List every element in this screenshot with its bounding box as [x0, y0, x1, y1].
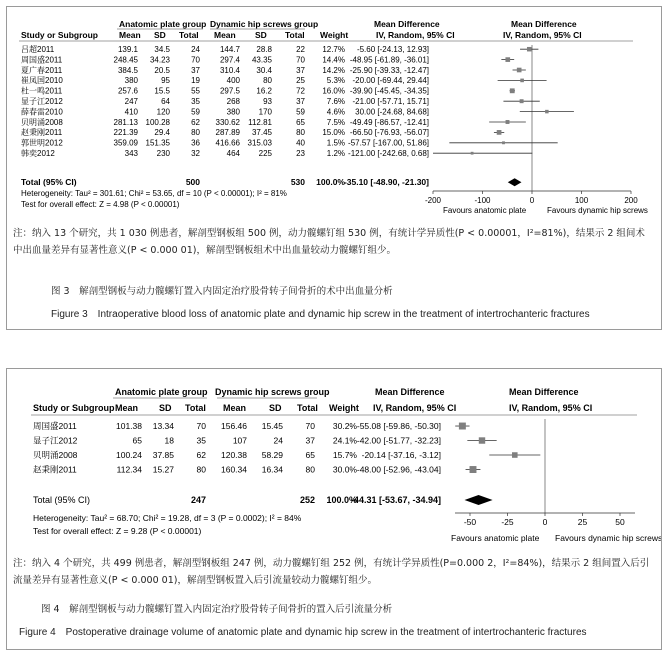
anatomic-mean: 221.39	[113, 128, 138, 138]
dhs-total: 59	[296, 107, 305, 117]
header-mean1: Mean	[115, 403, 139, 413]
total-weight: 100.0%	[316, 177, 345, 187]
study-name: 吕超2011	[21, 45, 55, 54]
anatomic-mean: 359.09	[113, 138, 138, 148]
total-n1: 247	[190, 495, 206, 505]
effect-square	[471, 152, 474, 155]
header-weight: Weight	[329, 403, 359, 413]
anatomic-sd: 64	[161, 97, 170, 106]
study-name: 郭世明2012	[21, 138, 63, 148]
effect-square	[505, 57, 510, 62]
anatomic-mean: 65	[132, 435, 142, 446]
ci-value: -39.90 [-45.45, -34.35]	[349, 86, 429, 96]
ci-value: -55.08 [-59.86, -50.30]	[356, 421, 441, 431]
anatomic-mean: 100.24	[116, 450, 142, 460]
study-name: 崔凤国2010	[21, 76, 63, 86]
ci-value: -49.49 [-86.57, -12.41]	[349, 117, 429, 127]
figure4-panel	[6, 368, 662, 650]
x-tick-label: -100	[474, 196, 491, 205]
figure3-note: 注：纳入 13 个研究，共 1 030 例患者，解剖型钢板组 500 例，动力髋螺钉组 530 例，有统计学异质性(P < 0.00001，I²=81%)，结果示 2 组间术中出血量差异有显著性意义(P < 0.000 01)，解剖型钢板组术中出血量较动力髋螺钉组少。	[13, 228, 645, 256]
header-mean2: Mean	[214, 30, 236, 40]
dhs-total: 70	[305, 421, 315, 431]
anatomic-mean: 257.6	[117, 86, 138, 96]
anatomic-total: 32	[191, 149, 200, 158]
ci-value: -48.00 [-52.96, -43.04]	[356, 464, 441, 475]
header-study: Study or Subgroup	[21, 30, 98, 40]
header-ci: IV, Random, 95% CI	[373, 403, 457, 413]
study-name: 贝明涌2008	[21, 117, 63, 127]
anatomic-mean: 112.34	[116, 464, 142, 475]
study-name: 周国盛2011	[33, 421, 77, 431]
dhs-sd: 16.34	[261, 464, 283, 475]
dhs-mean: 330.62	[215, 117, 240, 127]
anatomic-mean: 101.38	[116, 421, 142, 431]
effect-square	[527, 47, 531, 51]
ci-value: -48.95 [-61.89, -36.01]	[349, 55, 429, 65]
anatomic-sd: 151.35	[145, 138, 170, 148]
figure3-caption-en: Figure 3 Intraoperative blood loss of anatomic plate and dynamic hip screw in the treatment of intertrochanteric fractures	[51, 309, 590, 320]
weight-value: 16.0%	[322, 86, 345, 96]
x-tick-label: 0	[529, 196, 535, 205]
effect-square	[497, 130, 502, 135]
dhs-mean: 400	[226, 76, 240, 86]
dhs-sd: 24	[273, 435, 283, 446]
dhs-sd: 112.81	[248, 117, 272, 127]
dhs-sd: 80	[263, 76, 272, 86]
weight-value: 5.3%	[326, 76, 345, 86]
anatomic-sd: 34.23	[149, 55, 170, 65]
header-group-anatomic: Anatomic plate group	[115, 387, 208, 397]
effect-square	[470, 466, 477, 473]
anatomic-total: 37	[191, 65, 200, 75]
dhs-mean: 144.7	[219, 45, 240, 54]
anatomic-total: 80	[191, 128, 200, 138]
anatomic-sd: 18	[164, 435, 174, 446]
dhs-mean: 120.38	[221, 450, 247, 460]
figure3-rows	[21, 44, 429, 158]
dhs-mean: 268	[226, 97, 240, 106]
ci-value: -121.00 [-242.68, 0.68]	[348, 149, 429, 158]
anatomic-total: 59	[191, 107, 200, 117]
anatomic-total: 35	[191, 97, 200, 106]
effect-square	[520, 79, 524, 83]
weight-value: 7.6%	[326, 97, 345, 106]
anatomic-mean: 343	[124, 149, 138, 158]
header-weight: Weight	[320, 30, 349, 40]
study-name: 薛春雷2010	[21, 107, 63, 117]
dhs-sd: 315.03	[247, 138, 272, 148]
ci-value: -66.50 [-76.93, -56.07]	[349, 128, 429, 138]
weight-value: 1.2%	[326, 149, 345, 158]
anatomic-total: 70	[191, 55, 200, 65]
dhs-sd: 30.4	[256, 65, 272, 75]
favours-left: Favours anatomic plate	[443, 206, 527, 215]
weight-value: 15.7%	[332, 450, 357, 460]
study-name: 周国盛2011	[21, 55, 63, 65]
anatomic-sd: 20.5	[154, 65, 170, 75]
figure3-caption-cn: 图 3 解剖型钢板与动力髋螺钉置入内固定治疗股骨转子间骨折的术中出血量分析	[51, 286, 393, 297]
header-sd1: SD	[154, 30, 166, 40]
anatomic-mean: 139.1	[117, 45, 138, 54]
dhs-mean: 380	[226, 107, 240, 117]
dhs-mean: 287.89	[215, 128, 240, 138]
weight-value: 14.2%	[322, 65, 345, 75]
effect-square	[520, 99, 524, 103]
x-tick-label: -25	[501, 517, 514, 527]
anatomic-sd: 120	[156, 107, 170, 117]
dhs-mean: 156.46	[221, 421, 247, 431]
dhs-total: 70	[296, 55, 305, 65]
weight-value: 14.4%	[322, 55, 345, 65]
total-ci: -44.31 [-53.67, -34.94]	[350, 495, 441, 505]
figure4-plot-area	[455, 419, 635, 527]
ci-value: -25.90 [-39.33, -12.47]	[349, 65, 429, 75]
favours-left: Favours anatomic plate	[451, 533, 540, 543]
header-sd1: SD	[159, 403, 172, 413]
study-name: 赵秉刚2011	[33, 464, 77, 475]
dhs-sd: 15.45	[261, 421, 283, 431]
dhs-total: 37	[296, 65, 305, 75]
anatomic-total: 62	[191, 117, 200, 127]
ci-value: 30.00 [-24.68, 84.68]	[355, 107, 429, 117]
figure4-note: 注：纳入 4 个研究，共 499 例患者，解剖型钢板组 247 例，动力髋螺钉组 252 例，有统计学异质性(P=0.000 2，I²=84%)，结果示 2 组间置入后引流量差异有显著性意义(P < 0.000 01)，解剖型钢板置入后引流量较动力髋螺钉组少。	[13, 558, 650, 586]
ci-value: -5.60 [-24.13, 12.93]	[356, 45, 429, 54]
pooled-diamond	[464, 495, 492, 505]
anatomic-total: 55	[191, 86, 200, 96]
effect-square	[512, 452, 518, 458]
x-tick-label: 0	[542, 517, 548, 527]
figure3-plot-area	[425, 45, 638, 205]
anatomic-sd: 95	[161, 76, 170, 86]
header-group-dhs: Dynamic hip screws group	[215, 387, 330, 397]
header-mean2: Mean	[223, 403, 247, 413]
dhs-sd: 43.35	[251, 55, 272, 65]
anatomic-mean: 410	[124, 107, 138, 117]
dhs-total: 80	[305, 464, 315, 475]
total-n1: 500	[185, 177, 200, 187]
effect-square	[545, 110, 549, 114]
weight-value: 1.5%	[326, 138, 345, 148]
dhs-total: 80	[296, 128, 305, 138]
ci-value: -42.00 [-51.77, -32.23]	[356, 435, 441, 446]
study-name: 显子江2012	[33, 435, 78, 446]
total-label: Total (95% CI)	[33, 495, 91, 505]
header-sd2: SD	[269, 403, 282, 413]
header-total1: Total	[179, 30, 199, 40]
figure4-rows	[33, 421, 441, 475]
weight-value: 7.5%	[326, 117, 345, 127]
dhs-mean: 297.5	[219, 86, 240, 96]
figure4-caption-cn: 图 4 解剖型钢板与动力髋螺钉置入内固定治疗股骨转子间骨折的置入后引流量分析	[41, 604, 393, 615]
study-name: 韩奕2012	[21, 149, 55, 158]
x-tick-label: 25	[577, 517, 588, 527]
dhs-mean: 160.34	[221, 464, 247, 475]
dhs-sd: 170	[258, 107, 272, 117]
anatomic-mean: 281.13	[113, 117, 138, 127]
ci-value: -21.00 [-57.71, 15.71]	[352, 97, 429, 106]
ci-value: -20.14 [-37.16, -3.12]	[361, 450, 441, 460]
figure3-forest-plot	[7, 7, 661, 329]
total-n2: 252	[299, 495, 315, 505]
effect-square	[506, 120, 510, 124]
anatomic-total: 80	[196, 464, 206, 475]
x-tick-label: -200	[424, 196, 442, 205]
header-total1: Total	[185, 403, 206, 413]
study-name: 夏广春2011	[21, 65, 63, 75]
dhs-mean: 297.4	[219, 55, 240, 65]
anatomic-sd: 15.5	[154, 86, 170, 96]
dhs-total: 72	[296, 86, 305, 96]
dhs-sd: 225	[258, 149, 272, 158]
effect-square	[479, 437, 485, 443]
anatomic-mean: 380	[124, 76, 138, 86]
study-name: 赵秉刚2011	[21, 128, 63, 138]
header-ci-plot: IV, Random, 95% CI	[509, 403, 593, 413]
dhs-sd: 58.29	[261, 450, 283, 460]
anatomic-mean: 384.5	[117, 65, 138, 75]
header-total2: Total	[297, 403, 318, 413]
dhs-sd: 16.2	[256, 86, 272, 96]
weight-value: 30.2%	[332, 421, 357, 431]
overall-effect-text: Test for overall effect: Z = 4.98 (P < 0.00001)	[21, 200, 180, 209]
total-ci: -35.10 [-48.90, -21.30]	[343, 177, 429, 187]
effect-square	[517, 68, 522, 73]
dhs-mean: 310.4	[219, 65, 240, 75]
header-mean-diff-plot: Mean Difference	[511, 19, 577, 29]
header-mean-diff: Mean Difference	[375, 387, 445, 397]
anatomic-total: 70	[196, 421, 206, 431]
x-tick-label: 50	[615, 517, 625, 527]
pooled-diamond	[508, 178, 522, 186]
study-name: 显子江2012	[21, 97, 63, 106]
dhs-total: 37	[296, 97, 305, 106]
anatomic-sd: 13.34	[152, 421, 174, 431]
x-tick-label: 100	[574, 196, 589, 205]
header-mean-diff-plot: Mean Difference	[509, 387, 579, 397]
header-mean1: Mean	[119, 30, 141, 40]
header-group-dhs: Dynamic hip screws group	[210, 19, 319, 29]
favours-right: Favours dynamic hip screws	[555, 533, 661, 543]
anatomic-sd: 37.85	[152, 450, 174, 460]
study-name: 杜一鸣2011	[21, 86, 63, 96]
anatomic-mean: 247	[124, 97, 138, 106]
total-n2: 530	[290, 177, 305, 187]
dhs-total: 65	[305, 450, 315, 460]
total-label: Total (95% CI)	[21, 177, 77, 187]
weight-value: 30.0%	[332, 464, 357, 475]
anatomic-total: 19	[191, 76, 200, 86]
overall-effect-text: Test for overall effect: Z = 9.28 (P < 0.00001)	[33, 526, 202, 536]
dhs-sd: 37.45	[251, 128, 272, 138]
anatomic-mean: 248.45	[113, 55, 138, 65]
header-study: Study or Subgroup	[33, 403, 115, 413]
heterogeneity-text: Heterogeneity: Tau² = 301.61; Chi² = 53.65, df = 10 (P < 0.00001); I² = 81%	[21, 189, 287, 198]
ci-value: -57.57 [-167.00, 51.86]	[348, 138, 429, 148]
effect-square	[510, 88, 515, 93]
header-group-anatomic: Anatomic plate group	[119, 19, 207, 29]
weight-value: 15.0%	[322, 128, 345, 138]
dhs-mean: 464	[226, 149, 240, 158]
total-weight: 100.0%	[326, 495, 357, 505]
anatomic-sd: 34.5	[154, 45, 170, 54]
effect-square	[502, 141, 505, 144]
anatomic-sd: 230	[156, 149, 170, 158]
dhs-sd: 28.8	[256, 45, 272, 54]
dhs-total: 22	[296, 45, 305, 54]
figure3-panel	[6, 6, 662, 330]
study-name: 贝明涌2008	[33, 450, 78, 460]
x-tick-label: -50	[463, 517, 477, 527]
figure4-caption-en: Figure 4 Postoperative drainage volume of anatomic plate and dynamic hip screw in the treatment of intertrochanteric fractures	[19, 627, 587, 638]
anatomic-total: 62	[196, 450, 206, 460]
dhs-total: 25	[296, 76, 305, 86]
favours-right: Favours dynamic hip screws	[547, 206, 648, 215]
dhs-sd: 93	[263, 97, 272, 106]
header-ci-plot: IV, Random, 95% CI	[503, 30, 582, 40]
anatomic-total: 36	[191, 138, 200, 148]
heterogeneity-text: Heterogeneity: Tau² = 68.70; Chi² = 19.28, df = 3 (P = 0.0002); I² = 84%	[33, 513, 302, 523]
dhs-mean: 416.66	[215, 138, 240, 148]
weight-value: 12.7%	[322, 45, 345, 54]
anatomic-sd: 29.4	[154, 128, 170, 138]
x-tick-label: 200	[624, 196, 638, 205]
weight-value: 24.1%	[332, 435, 357, 446]
header-total2: Total	[285, 30, 305, 40]
anatomic-total: 35	[196, 435, 206, 446]
weight-value: 4.6%	[326, 107, 345, 117]
dhs-total: 65	[296, 117, 305, 127]
dhs-total: 23	[296, 149, 305, 158]
effect-square	[459, 423, 466, 430]
header-mean-diff: Mean Difference	[374, 19, 440, 29]
anatomic-total: 24	[191, 45, 200, 54]
header-ci: IV, Random, 95% CI	[376, 30, 455, 40]
anatomic-sd: 15.27	[152, 464, 174, 475]
anatomic-sd: 100.28	[145, 117, 170, 127]
ci-value: -20.00 [-69.44, 29.44]	[352, 76, 429, 86]
dhs-total: 40	[296, 138, 305, 148]
dhs-mean: 107	[232, 435, 247, 446]
dhs-total: 37	[305, 435, 315, 446]
header-sd2: SD	[255, 30, 267, 40]
